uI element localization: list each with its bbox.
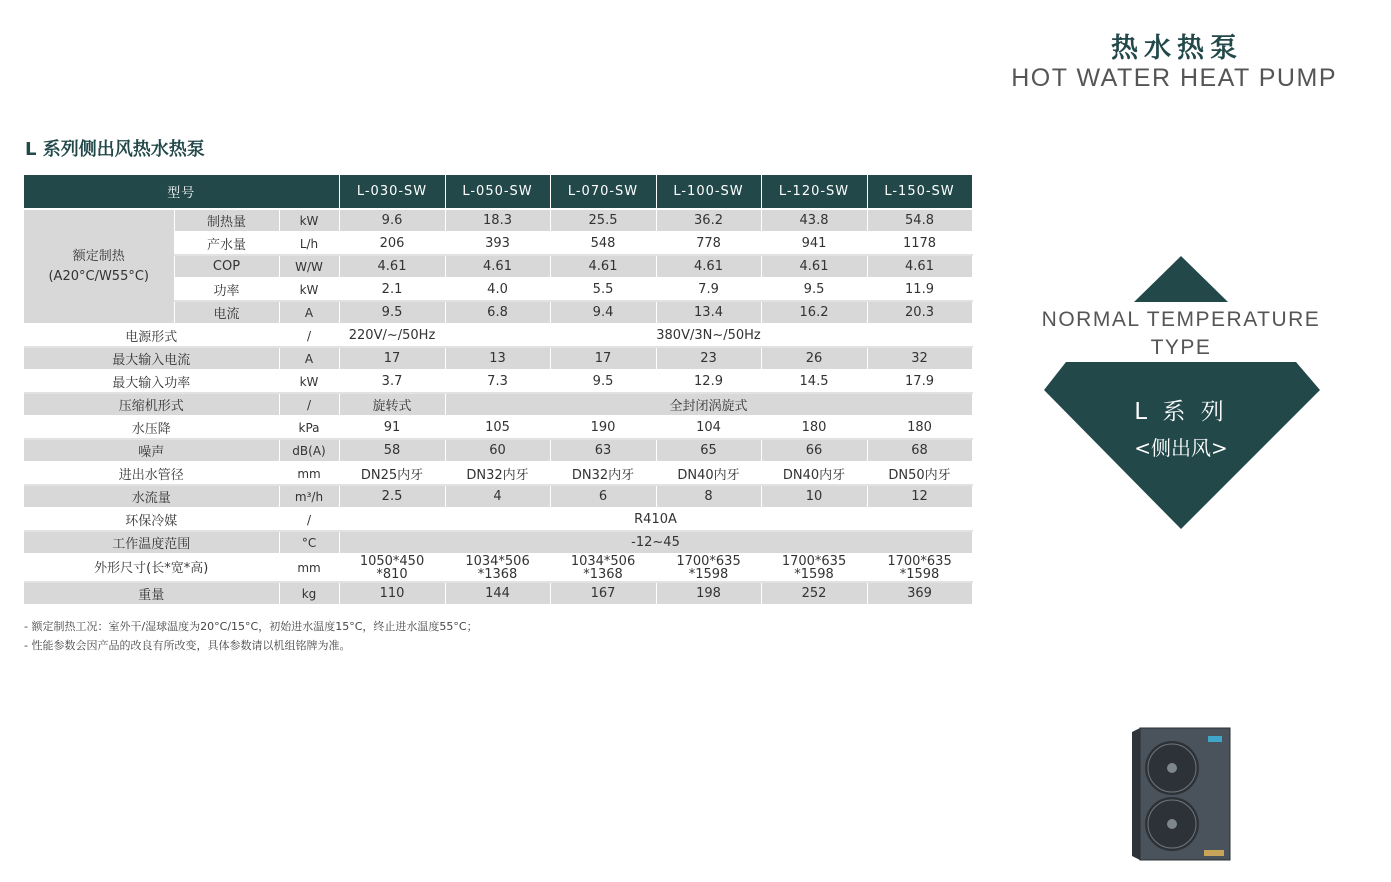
footnote: - 性能参数会因产品的改良有所改变，具体参数请以机组铭牌为准。 [24,639,351,652]
cell: 9.5 [339,301,445,324]
row-label: 压缩机形式 [24,393,279,416]
table-row [24,347,972,370]
row-label: 工作温度范围 [24,531,279,554]
row-unit: kPa [279,416,339,439]
row-label: COP [174,255,279,278]
cell: 17 [550,347,656,370]
row-unit: A [279,347,339,370]
cell: 220V/~/50Hz [339,324,445,347]
cell: 66 [761,439,867,462]
dim-line-2: *810 [376,567,408,582]
cell: 10 [761,485,867,508]
table-row [24,439,972,462]
table-row [24,508,972,531]
cell: 8 [656,485,761,508]
row-label: 功率 [174,278,279,301]
section-title: L 系列侧出风热水热泵 [25,139,205,160]
footnote: - 额定制热工况：室外干/湿球温度为20°C/15°C，初始进水温度15°C，终止进水温度55°C； [24,620,478,633]
cell: 105 [445,416,550,439]
cell: 14.5 [761,370,867,393]
cell [761,554,867,582]
model-header: L-100-SW [656,175,761,209]
row-label: 制热量 [174,209,279,232]
cell: 2.5 [339,485,445,508]
row-label: 电源形式 [24,324,279,347]
cell: 9.5 [761,278,867,301]
cell: 180 [867,416,972,439]
cell: 12.9 [656,370,761,393]
dim-line-2: *1368 [583,567,623,582]
cell: 206 [339,232,445,255]
cell [867,554,972,582]
cell: 16.2 [761,301,867,324]
table-row [24,462,972,485]
table-row [24,370,972,393]
cell: 23 [656,347,761,370]
cell: 369 [867,582,972,605]
model-header: L-070-SW [550,175,656,209]
cell: 110 [339,582,445,605]
row-label: 噪声 [24,439,279,462]
table-row [24,554,972,582]
row-label: 最大输入功率 [24,370,279,393]
cell [339,554,445,582]
badge-sub-label: <侧出风> [1134,436,1228,460]
dim-line-1: 1034*506 [465,554,530,569]
cell: 6.8 [445,301,550,324]
cell: 5.5 [550,278,656,301]
cell: 54.8 [867,209,972,232]
cell: 9.6 [339,209,445,232]
cell: 6 [550,485,656,508]
cell: DN40内牙 [761,462,867,485]
row-unit: / [279,324,339,347]
cell: 7.9 [656,278,761,301]
row-unit: °C [279,531,339,554]
model-header: L-150-SW [867,175,972,209]
dim-line-2: *1598 [794,567,834,582]
dim-line-1: 1700*635 [676,554,741,569]
row-label: 最大输入电流 [24,347,279,370]
model-header: L-030-SW [339,175,445,209]
cell [656,554,761,582]
cell [550,554,656,582]
cell: 65 [656,439,761,462]
brand-title-en: HOT WATER HEAT PUMP [1011,64,1337,92]
cell: 7.3 [445,370,550,393]
cell: 4.61 [445,255,550,278]
row-unit: mm [279,462,339,485]
model-header: L-050-SW [445,175,550,209]
dim-line-1: 1034*506 [570,554,636,569]
cell: 393 [445,232,550,255]
cell: 4.0 [445,278,550,301]
cell: 4.61 [550,255,656,278]
dim-line-1: 1700*635 [887,554,952,569]
cell: 43.8 [761,209,867,232]
cell: 198 [656,582,761,605]
table-row [24,485,972,508]
cell: 4.61 [656,255,761,278]
footnotes [24,617,478,655]
row-label: 环保冷媒 [24,508,279,531]
table-row [24,582,972,605]
row-label: 电流 [174,301,279,324]
table-row [24,531,972,554]
brand-title-cn: 热水热泵 [1111,33,1243,64]
row-label: 产水量 [174,232,279,255]
model-header-label: 型号 [24,175,339,209]
cell: 2.1 [339,278,445,301]
cell-merged: R410A [339,508,972,531]
table-header-row [24,175,972,209]
row-label: 水流量 [24,485,279,508]
table-row [24,324,972,347]
cell: 180 [761,416,867,439]
heat-pump-unit-image [1124,726,1236,862]
row-unit: W/W [279,255,339,278]
cell-merged: 380V/3N~/50Hz [445,324,972,347]
cell-merged: 全封闭涡旋式 [445,393,972,416]
table-row [24,416,972,439]
cell: 9.5 [550,370,656,393]
model-header: L-120-SW [761,175,867,209]
cell: 9.4 [550,301,656,324]
cell: 91 [339,416,445,439]
cell: DN32内牙 [445,462,550,485]
cell: DN40内牙 [656,462,761,485]
rated-group-text: 额定制热 (A20°C/W55°C) [48,248,149,284]
row-unit: kW [279,209,339,232]
cell: 18.3 [445,209,550,232]
row-label: 进出水管径 [24,462,279,485]
cell: DN32内牙 [550,462,656,485]
dim-line-2: *1598 [688,567,729,582]
cell: 13.4 [656,301,761,324]
table-row [24,209,972,232]
cell: 25.5 [550,209,656,232]
row-unit: A [279,301,339,324]
dim-line-1: 1050*450 [359,554,425,569]
cell: 20.3 [867,301,972,324]
cell: 4.61 [761,255,867,278]
row-unit: mm [279,554,339,582]
cell: 3.7 [339,370,445,393]
cell: 167 [550,582,656,605]
cell: DN25内牙 [339,462,445,485]
row-label: 水压降 [24,416,279,439]
badge-line-2: TYPE [1150,336,1212,359]
badge-series-label: L 系 列 [1134,399,1228,425]
table-row [24,393,972,416]
row-unit: kg [279,582,339,605]
dim-line-2: *1368 [477,567,518,582]
dim-line-2: *1598 [899,567,940,582]
cell [445,554,550,582]
cell: 190 [550,416,656,439]
cell: 17.9 [867,370,972,393]
cell-merged: -12~45 [339,531,972,554]
cell: 旋转式 [339,393,445,416]
cell: 778 [656,232,761,255]
row-label: 重量 [24,582,279,605]
cell: 32 [867,347,972,370]
cell: DN50内牙 [867,462,972,485]
cell: 26 [761,347,867,370]
cell: 144 [445,582,550,605]
row-unit: dB(A) [279,439,339,462]
cell: 36.2 [656,209,761,232]
row-unit: / [279,393,339,416]
cell: 17 [339,347,445,370]
row-unit: L/h [279,232,339,255]
cell: 104 [656,416,761,439]
row-unit: kW [279,278,339,301]
cell: 4.61 [339,255,445,278]
cell: 4.61 [867,255,972,278]
cell: 60 [445,439,550,462]
cell: 13 [445,347,550,370]
cell: 11.9 [867,278,972,301]
badge-type-label [1040,306,1322,362]
row-unit: / [279,508,339,531]
cell: 58 [339,439,445,462]
row-label: 外形尺寸(长*宽*高) [24,554,279,582]
cell: 12 [867,485,972,508]
badge-line-1: NORMAL TEMPERATURE [1041,308,1321,331]
row-unit: m³/h [279,485,339,508]
cell: 1178 [867,232,972,255]
badge-top-triangle [1134,256,1228,302]
spec-table [24,175,973,606]
dim-line-1: 1700*635 [781,554,847,569]
rated-group-label [24,209,174,324]
cell: 63 [550,439,656,462]
cell: 941 [761,232,867,255]
cell: 68 [867,439,972,462]
cell: 252 [761,582,867,605]
row-unit: kW [279,370,339,393]
cell: 548 [550,232,656,255]
cell: 4 [445,485,550,508]
